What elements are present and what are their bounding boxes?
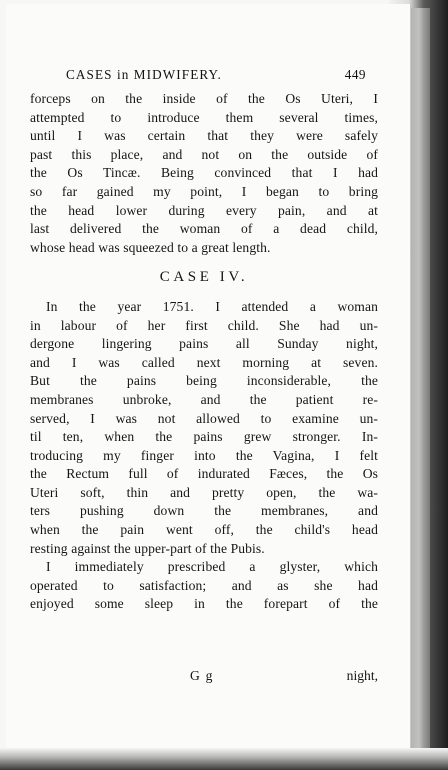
text-line: and I was called next morning at seven. xyxy=(30,354,378,370)
text-line: last delivered the woman of a dead child, xyxy=(30,221,378,237)
text-line: in labour of her first child. She had un- xyxy=(30,317,378,333)
text-line: until I was certain that they were safely xyxy=(30,128,378,144)
bottom-scan-shadow xyxy=(0,748,448,770)
text-line: the head lower during every pain, and at xyxy=(30,202,378,218)
text-line: operated to satisfaction; and as she had xyxy=(30,577,378,593)
running-head xyxy=(66,67,366,83)
text-line: attempted to introduce them several times, xyxy=(30,109,378,125)
text-line: membranes unbroke, and the patient re- xyxy=(30,391,378,407)
text-line: troducing my finger into the Vagina, I felt xyxy=(30,447,378,463)
paragraph-case-iv xyxy=(30,298,378,558)
text-line: til ten, when the pains grew stronger. In- xyxy=(30,429,378,445)
signature-mark: G g xyxy=(190,668,214,683)
paragraph-glyster xyxy=(30,558,378,614)
text-line: whose head was squeezed to a great length. xyxy=(30,239,271,255)
page-number: 449 xyxy=(344,67,366,82)
text-line: forceps on the inside of the Os Uteri, I xyxy=(30,91,378,106)
text-line: the Os Tincæ. Being convinced that I had xyxy=(30,165,378,181)
text-line: In the year 1751. I attended a woman xyxy=(46,298,378,314)
text-line: I immediately prescribed a glyster, which xyxy=(46,559,378,575)
text-line: the Rectum full of indurated Fæces, the Os xyxy=(30,466,378,482)
binding-highlight xyxy=(408,8,430,758)
paragraph-continued xyxy=(30,90,378,257)
book-page xyxy=(6,4,411,748)
text-line: served, I was not allowed to examine un- xyxy=(30,410,378,426)
text-line: ters pushing down the membranes, and xyxy=(30,503,378,519)
text-line: But the pains being inconsiderable, the xyxy=(30,373,378,389)
text-line: when the pain went off, the child's head xyxy=(30,522,378,538)
case-heading: CASE IV. xyxy=(159,269,249,286)
text-line: resting against the upper-part of the Pubis. xyxy=(30,540,265,556)
catchword: night, xyxy=(346,668,378,683)
text-line: so far gained my point, I began to bring xyxy=(30,183,378,199)
page-body xyxy=(30,90,378,614)
text-line: past this place, and not on the outside of xyxy=(30,146,378,162)
text-line: Uteri soft, thin and pretty open, the wa- xyxy=(30,484,378,500)
text-line: enjoyed some sleep in the forepart of the xyxy=(30,596,378,612)
running-head-title: CASES in MIDWIFERY. xyxy=(66,67,222,82)
text-line: dergone lingering pains all Sunday night, xyxy=(30,336,378,352)
